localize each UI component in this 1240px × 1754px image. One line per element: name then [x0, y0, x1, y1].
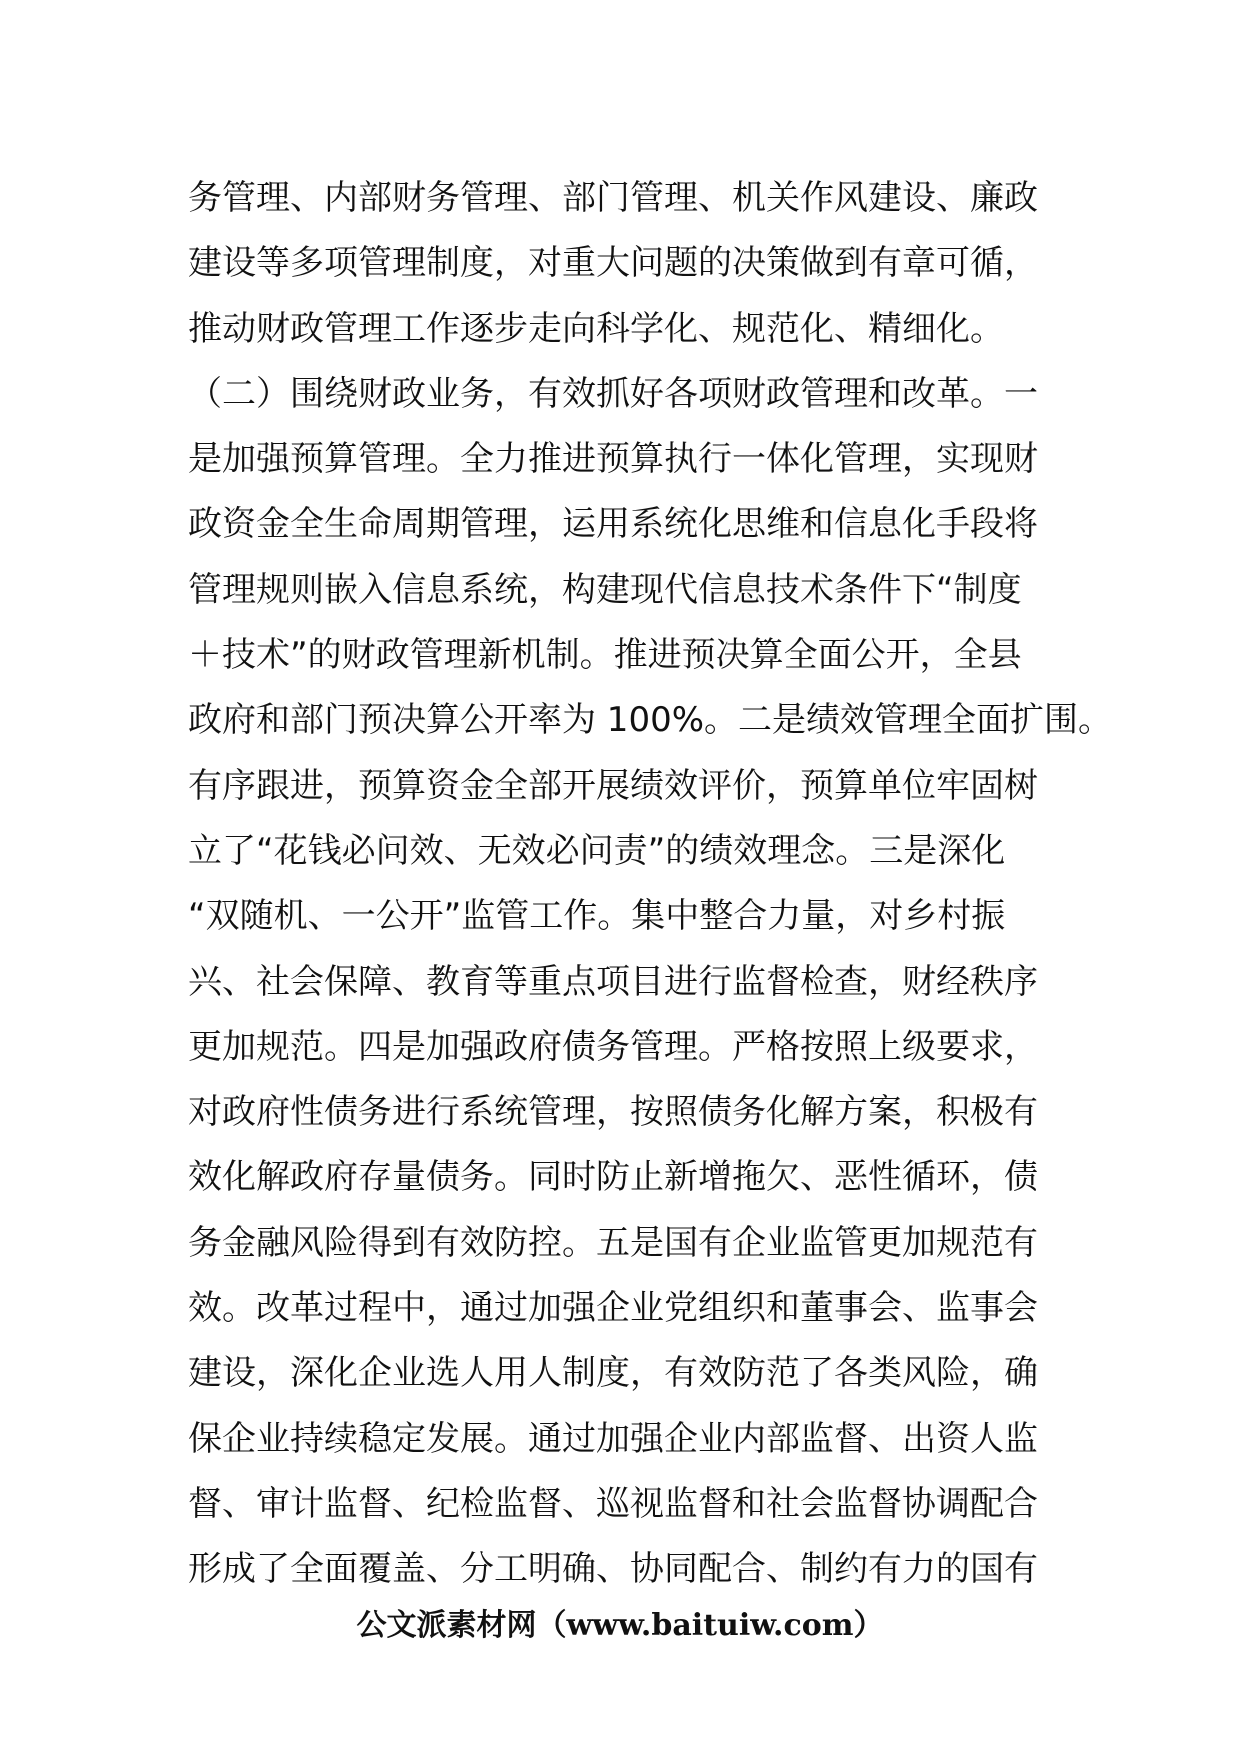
text-line: 更加规范。四是加强政府债务管理。严格按照上级要求，	[188, 1026, 1038, 1067]
text-line: ＋技术”的财政管理新机制。推进预决算全面公开，全县	[188, 635, 1022, 676]
text-line: 有序跟进，预算资金全部开展绩效评价，预算单位牢固树	[188, 765, 1038, 806]
text-line: 建设，深化企业选人用人制度，有效防范了各类风险，确	[188, 1353, 1038, 1394]
text-line: （二）围绕财政业务，有效抓好各项财政管理和改革。一	[188, 373, 1038, 414]
text-line: 务金融风险得到有效防控。五是国有企业监管更加规范有	[188, 1222, 1038, 1263]
text-line: 形成了全面覆盖、分工明确、协同配合、制约有力的国有	[188, 1549, 1038, 1590]
text-line: 推动财政管理工作逐步走向科学化、规范化、精细化。	[188, 308, 1004, 349]
text-line: “双随机、一公开”监管工作。集中整合力量，对乡村振	[188, 896, 1006, 937]
text-line: 务管理、内部财务管理、部门管理、机关作风建设、廉政	[188, 178, 1038, 218]
text-line: 督、审计监督、纪检监督、巡视监督和社会监督协调配合	[188, 1483, 1038, 1524]
text-line: 立了“花钱必问效、无效必问责”的绩效理念。三是深化	[188, 830, 1006, 871]
text-line: 管理规则嵌入信息系统，构建现代信息技术条件下“制度	[188, 569, 1022, 610]
text-line: 政府和部门预决算公开率为 100%。二是绩效管理全面扩围。	[188, 700, 1113, 741]
text-line: 对政府性债务进行系统管理，按照债务化解方案，积极有	[188, 1092, 1038, 1133]
text-line: 效化解政府存量债务。同时防止新增拖欠、恶性循环，债	[188, 1157, 1038, 1198]
text-line: 兴、社会保障、教育等重点项目进行监督检查，财经秩序	[188, 961, 1038, 1002]
text-line: 建设等多项管理制度，对重大问题的决策做到有章可循，	[188, 243, 1038, 284]
text-line: 是加强预算管理。全力推进预算执行一体化管理，实现财	[188, 439, 1038, 480]
text-line: 效。改革过程中，通过加强企业党组织和董事会、监事会	[188, 1288, 1038, 1329]
text-line: 保企业持续稳定发展。通过加强企业内部监督、出资人监	[188, 1418, 1038, 1459]
footer-source-text: 公文派素材网（www.baituiw.com）	[356, 1608, 884, 1643]
text-line: 政资金全生命周期管理，运用系统化思维和信息化手段将	[188, 504, 1038, 545]
body-text	[188, 166, 1113, 1603]
